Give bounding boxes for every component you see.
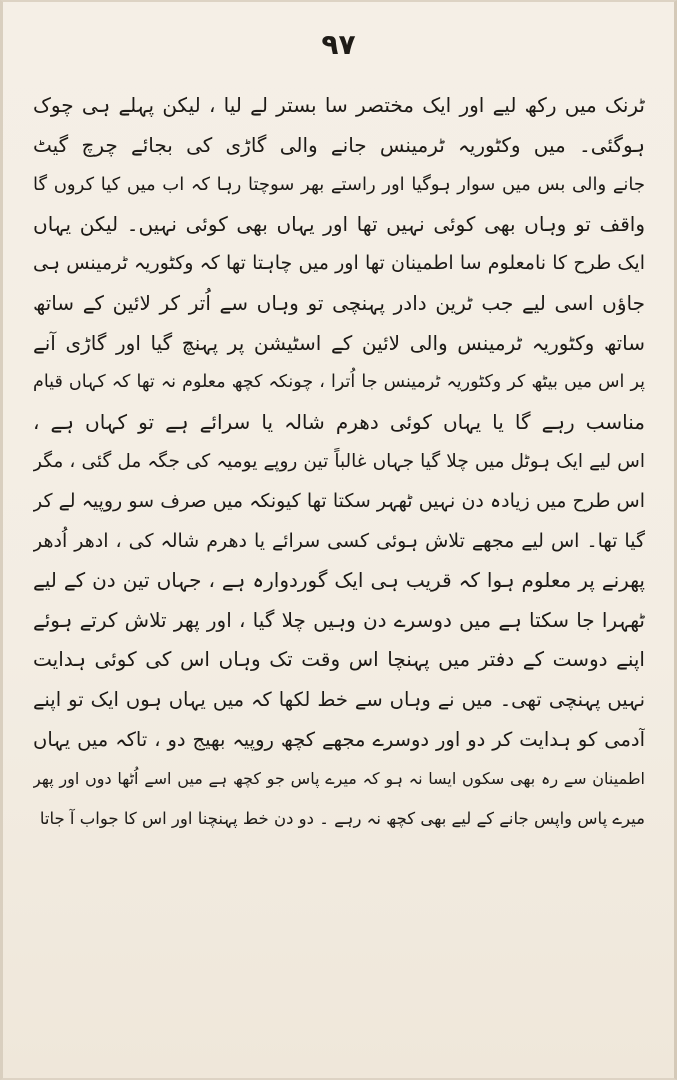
text-line: ایک طرح کا نامعلوم سا اطمینان تھا اور میں چاہتا تھا کہ وکٹوریہ ٹرمینس ہی: [33, 252, 645, 275]
text-line: اپنے دوست کے دفتر میں پہنچا اس وقت تک وہاں اس کی کوئی ہدایت: [33, 647, 645, 672]
text-line: جانے والی بس میں سوار ہوگیا اور راستے بھر سوچتا رہا کہ اب میں کیا کروں گا: [33, 174, 645, 196]
text-line: پر اس میں بیٹھ کر وکٹوریہ ٹرمینس جا اُترا ، چونکہ کچھ معلوم نہ تھا کہ کہاں قیام: [33, 372, 645, 393]
text-line: نہیں پہنچی تھی۔ میں نے وہاں سے خط لکھا کہ میں یہاں ہوں ایک تو اپنے: [33, 687, 645, 711]
body-text: [33, 86, 645, 1006]
text-line: مناسب رہے گا یا یہاں کوئی دھرم شالہ یا سرائے ہے تو کہاں ہے ،: [33, 409, 645, 434]
text-line: ہوگئی۔ میں وکٹوریہ ٹرمینس جانے والی گاڑی کی بجائے چرچ گیٹ: [33, 132, 645, 157]
text-line: پھرنے پر معلوم ہوا کہ قریب ہی ایک گوردوارہ ہے ، جہاں تین دن کے لیے: [33, 568, 645, 593]
text-line: ٹرنک میں رکھ لیے اور ایک مختصر سا بستر لے لیا ، لیکن پہلے ہی چوک: [33, 93, 645, 117]
text-line: گیا تھا۔ اس لیے مجھے تلاش ہوئی کسی سرائے یا دھرم شالہ کی ، ادھر اُدھر: [33, 529, 645, 552]
text-line: اس طرح میں زیادہ دن نہیں ٹھہر سکتا تھا کیونکہ میں صرف سو روپیہ لے کر: [33, 489, 645, 512]
text-line: ٹھہرا جا سکتا ہے میں دوسرے دن وہیں چلا گیا ، اور پھر تلاش کرتے ہوئے: [33, 607, 645, 632]
page-number: ۹۷: [321, 28, 356, 61]
text-line: ساتھ وکٹوریہ ٹرمینس والی لائین کے اسٹیشن پر پہنچ گیا اور گاڑی آنے: [33, 330, 645, 355]
text-line: واقف تو وہاں بھی کوئی نہیں تھا اور یہاں بھی کوئی نہیں۔ لیکن یہاں: [33, 211, 645, 236]
text-line: اس لیے ایک ہوٹل میں چلا گیا جہاں غالباً تین روپے یومیہ کی جگہ مل گئی ، مگر: [33, 451, 645, 473]
text-line: اطمینان سے رہ بھی سکوں ایسا نہ ہو کہ میرے پاس جو کچھ ہے میں اسے اُٹھا دوں اور پھر: [33, 769, 645, 789]
text-line: میرے پاس واپس جانے کے لیے بھی کچھ نہ رہے ۔ دو دن خط پہنچنا اور اس کا جواب آ جاتا: [39, 808, 645, 828]
text-line: جاؤں اسی لیے جب ٹرین دادر پہنچی تو وہاں سے اُتر کر لائین کے ساتھ: [33, 290, 645, 315]
text-line: آدمی کو ہدایت کر دو اور دوسرے مجھے کچھ روپیہ بھیج دو ، تاکہ میں یہاں: [33, 727, 645, 751]
